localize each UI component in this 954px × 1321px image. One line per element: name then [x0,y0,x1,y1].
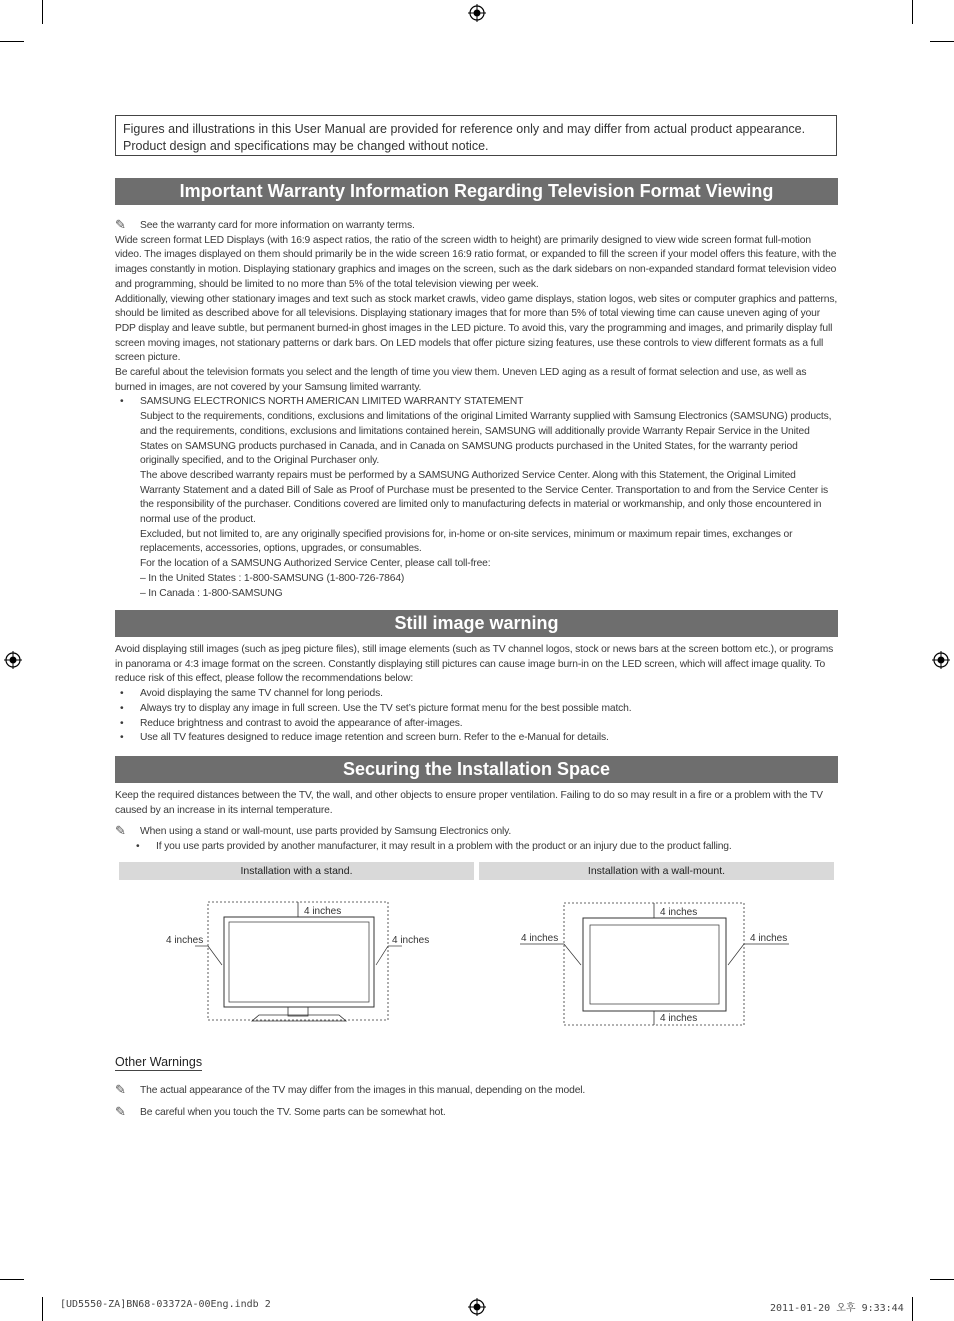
disclaimer-box [115,115,837,156]
warranty-statement-2: The above described warranty repairs must be performed by a SAMSUNG Authorized Service Center. Along with this Statement, the Original Limited Warranty Statement and a dated Bill of Sale as Proof of Purchase must be presented to the Service Center. Transportation to and from the Service Center is the responsibility of the purchaser. Conditions covered are limited only to manufacturing defects in material or workmanship, and only those encountered in normal use of the product. [140,469,828,526]
installation-note-text: When using a stand or wall-mount, use parts provided by Samsung Electronics only. [140,826,512,838]
crop-mark [912,1297,913,1321]
warranty-paragraph-3: Be careful about the television formats you select and the length of time you view them. Uneven LED aging as a result of format selection and use, as well as burned in images, are not covered by your Samsung limited warranty. [115,367,807,393]
installation-subbullet: • If you use parts provided by another manufacturer, it may result in a problem with the product or an injury due to the product falling. [131,840,838,855]
crop-mark [912,0,913,24]
still-image-heading: Still image warning [115,610,838,637]
still-image-bullet: • Always try to display any image in full screen. Use the TV set’s picture format menu for the best possible match. [115,702,838,717]
disclaimer-line-1: Figures and illustrations in this User Manual are provided for reference only and may differ from actual product appearance. [123,122,806,136]
warranty-paragraph-2: Additionally, viewing other stationary images and text such as stock market crawls, video game displays, station logos, web sites or computer graphics and patterns, should be limited as described above for all televisions. Displaying stationary images that for more than 5% of total viewing time can cause uneven aging of your PDP display and leave subtle, but permanent burned-in ghost images in the LED picture. To avoid this, vary the programming and images, and primarily display full screen moving images, not stationary patterns or dark bars. On LED models that offer picture sizing features, use these controls to view different formats as a full screen picture. [115,293,838,364]
dimension-label-bottom: 4 inches [660,1013,698,1024]
tv-body [583,918,726,1011]
still-image-intro: Avoid displaying still images (such as jpeg picture files), still image elements (such as TV channel logos, stock or news bars at the screen bottom etc.), or programs in panorama or 4:3 image format on the screen. Constantly displaying still pictures can cause image burn-in on the LED screen, which will affect image quality. To reduce risk of this effect, please follow the recommendations below: [115,644,834,685]
pencil-note-icon: ✎ [115,823,126,839]
footer-timestamp: 2011-01-20 오후 9:33:44 [770,1303,904,1314]
other-warnings-body [115,1084,838,1120]
registration-mark-icon [932,651,950,669]
other-warning-text: The actual appearance of the TV may differ from the images in this manual, depending on the model. [140,1085,586,1096]
installation-note [115,825,838,840]
installation-intro: Keep the required distances between the TV, the wall, and other objects to ensure proper ventilation. Failing to do so may result in a fire or a problem with the TV caused by an increase in its internal temperature. [115,790,823,816]
registration-mark-icon [4,651,22,669]
warranty-bullet: • SAMSUNG ELECTRONICS NORTH AMERICAN LIMITED WARRANTY STATEMENT [115,395,838,410]
pencil-note-icon: ✎ [115,1103,126,1119]
warranty-note [115,219,838,234]
warranty-statement-4: For the location of a SAMSUNG Authorized Service Center, please call toll-free: [140,558,491,570]
warranty-phone-us: – In the United States : 1-800-SAMSUNG (1-800-726-7864) [140,572,405,584]
still-image-bullet: • Avoid displaying the same TV channel for long periods. [115,687,838,702]
crop-mark [42,0,43,24]
dimension-label-left: 4 inches [521,933,559,944]
dimension-label-right: 4 inches [750,933,788,944]
still-image-bullet: • Reduce brightness and contrast to avoid the appearance of after-images. [115,717,838,732]
installation-heading: Securing the Installation Space [115,756,838,783]
wall-mount-installation-diagram [479,885,834,1035]
other-warnings-heading: Other Warnings [115,1055,203,1069]
crop-mark [0,1279,24,1280]
crop-mark [42,1297,43,1321]
crop-mark [0,41,24,42]
pencil-note-icon: ✎ [115,217,126,232]
footer-filename: [UD5550-ZA]BN68-03372A-00Eng.indb 2 [60,1299,271,1310]
dimension-label-top: 4 inches [660,907,698,918]
other-warning-note [115,1103,838,1121]
warranty-statement-1: Subject to the requirements, conditions, exclusions and limitations of the original Limited Warranty supplied with Samsung Electronics (SAMSUNG) products, and the requirements, conditions, exclusions and limitations contained herein, SAMSUNG will additionally provide Warranty Repair Service in the United States on SAMSUNG products purchased in Canada, and in Canada on SAMSUNG products purchased in the United States, for the warranty period originally specified, and to the Original Purchaser only. [140,411,832,467]
crop-mark [930,1279,954,1280]
pencil-note-icon: ✎ [115,1082,126,1097]
dimension-label-left: 4 inches [166,935,204,946]
warranty-body [115,219,838,601]
warranty-phone-canada: – In Canada : 1-800-SAMSUNG [140,587,283,599]
dimension-label-right: 4 inches [392,935,430,946]
disclaimer-line-2: Product design and specifications may be changed without notice. [123,139,489,153]
stand-installation-diagram [119,885,474,1035]
warranty-note-text: See the warranty card for more information on warranty terms. [140,220,415,231]
crop-mark [930,41,954,42]
still-image-bullet: • Use all TV features designed to reduce image retention and screen burn. Refer to the e-Manual for details. [115,731,838,746]
dimension-label-top: 4 inches [304,906,342,917]
registration-mark-icon [468,4,486,22]
still-image-body [115,643,838,746]
wall-column-header: Installation with a wall-mount. [479,862,834,880]
stand-column-header: Installation with a stand. [119,862,474,880]
installation-body [115,789,838,855]
registration-mark-icon [468,1298,486,1316]
other-warning-text: Be careful when you touch the TV. Some parts can be somewhat hot. [140,1106,446,1118]
other-warning-note [115,1084,838,1099]
warranty-heading: Important Warranty Information Regarding Television Format Viewing [115,178,838,205]
warranty-statement-3: Excluded, but not limited to, are any originally specified provisions for, in-home or on-site services, minimum or maximum repair times, exchanges or replacements, accessories, options, upgrades, or consumables. [140,528,793,555]
tv-body [224,917,374,1007]
warranty-paragraph-1: Wide screen format LED Displays (with 16:9 aspect ratios, the ratio of the screen width to height) are primarily designed to view wide screen format full-motion video. The images displayed on them should primarily be in the wide screen 16:9 ratio format, or expanded to fill the screen if your model offers this feature, with the images constantly in motion. Displaying stationary graphics and images on the screen, such as the dark sidebars on non-expanded standard format television video and programming, should be limited to no more than 5% of the total television viewing per week. [115,234,837,290]
